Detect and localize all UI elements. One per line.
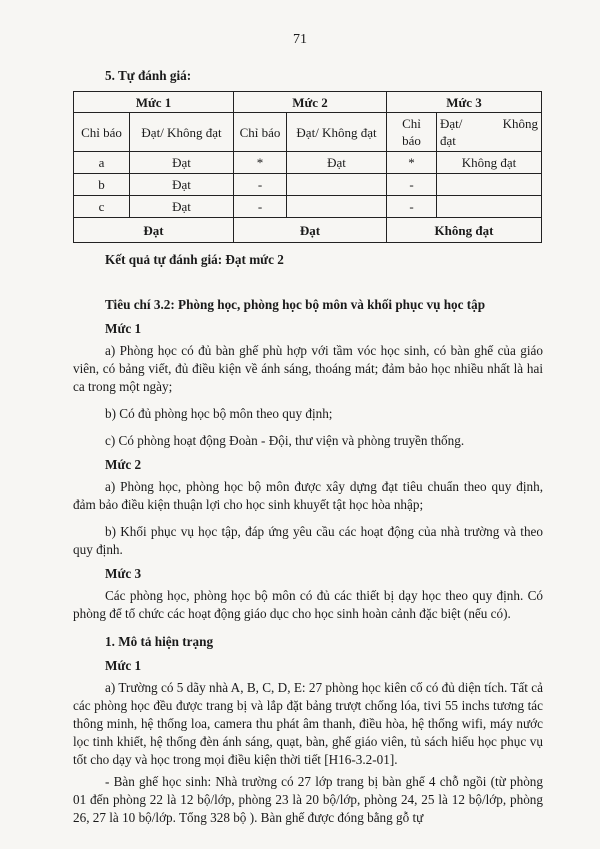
level-2-title: Mức 2 xyxy=(105,457,142,472)
document-body xyxy=(73,65,543,827)
indicator-cell: b xyxy=(74,174,130,196)
indicator-header: Chỉ báo xyxy=(387,113,437,152)
level-1-cell: Đạt xyxy=(130,174,234,196)
level-3-cell xyxy=(437,196,542,218)
assessment-result: Kết quả tự đánh giá: Đạt mức 2 xyxy=(105,252,284,267)
pass-fail-header xyxy=(437,113,542,152)
pass-fail-header: Đạt/ Không đạt xyxy=(287,113,387,152)
level-2-cell: Đạt xyxy=(287,152,387,174)
level-2-item-a: a) Phòng học, phòng học bộ môn được xây dựng đạt tiêu chuẩn theo quy định, đảm bảo điều kiện thuận lợi cho học sinh khuyết tật học hòa nhập; xyxy=(73,479,543,512)
level-2-cell xyxy=(287,174,387,196)
assessment-table xyxy=(73,91,542,243)
table-row xyxy=(74,152,542,174)
level-1-cell: Đạt xyxy=(130,152,234,174)
pass-fail-header: Đạt/ Không đạt xyxy=(130,113,234,152)
indicator-cell: c xyxy=(74,196,130,218)
pass-fail-header-part: Đạt/ xyxy=(440,116,463,131)
level-3-indicator-cell: * xyxy=(387,152,437,174)
table-row xyxy=(74,196,542,218)
level-2-indicator-cell: - xyxy=(234,174,287,196)
level-2-indicator-cell: - xyxy=(234,196,287,218)
level-3-cell xyxy=(437,174,542,196)
level-1-total: Đạt xyxy=(74,218,234,243)
level-3-title: Mức 3 xyxy=(105,566,142,581)
level-2-header: Mức 2 xyxy=(234,92,387,113)
description-title: 1. Mô tả hiện trạng xyxy=(105,634,214,649)
level-1-cell: Đạt xyxy=(130,196,234,218)
table-subheader-row xyxy=(74,113,542,152)
level-3-cell: Không đạt xyxy=(437,152,542,174)
level-1-title: Mức 1 xyxy=(105,321,142,336)
pass-fail-header-part: Không xyxy=(502,116,538,131)
description-level-title: Mức 1 xyxy=(105,658,142,673)
page-number: 71 xyxy=(293,32,307,47)
level-3-text: Các phòng học, phòng học bộ môn có đủ các thiết bị dạy học theo quy định. Có phòng để tổ chức các hoạt động giáo dục cho học sinh hoàn cảnh đặc biệt (nếu có). xyxy=(73,588,543,621)
table-level-header-row xyxy=(74,92,542,113)
level-2-cell xyxy=(287,196,387,218)
indicator-header: Chỉ báo xyxy=(234,113,287,152)
level-3-header: Mức 3 xyxy=(387,92,542,113)
level-3-indicator-cell: - xyxy=(387,174,437,196)
indicator-header: Chỉ báo xyxy=(74,113,130,152)
pass-fail-header-part: đạt xyxy=(440,133,456,148)
level-1-item-c: c) Có phòng hoạt động Đoàn - Đội, thư viện và phòng truyền thống. xyxy=(105,433,465,448)
level-2-total: Đạt xyxy=(234,218,387,243)
level-1-item-a: a) Phòng học có đủ bàn ghế phù hợp với tầm vóc học sinh, có bàn ghế của giáo viên, có bảng viết, đủ điều kiện về ánh sáng, thoáng mát; đảm bảo học nhiều nhất là hai ca trong một ngày; xyxy=(73,343,543,394)
level-2-item-b: b) Khối phục vụ học tập, đáp ứng yêu cầu các hoạt động của nhà trường và theo quy định. xyxy=(73,524,543,557)
criterion-title: Tiêu chí 3.2: Phòng học, phòng học bộ môn và khối phục vụ học tập xyxy=(105,297,486,312)
description-paragraph-1: a) Trường có 5 dãy nhà A, B, C, D, E: 27 phòng học kiên cố có đủ diện tích. Tất cả các phòng học đều được trang bị và lắp đặt bảng trượt chống lóa, tivi 55 inchs tương tác thông minh, hệ thống loa, camera thu phát âm thanh, điều hòa, hệ thống wifi, máy nước lọc tinh khiết, hệ thống đèn ánh sáng, quạt, bàn, ghế giáo viên, tủ sách hiếu học phục vụ tốt cho dạy và học trong mọi điều kiện thời tiết [H16-3.2-01]. xyxy=(73,680,543,767)
level-2-indicator-cell: * xyxy=(234,152,287,174)
level-1-item-b: b) Có đủ phòng học bộ môn theo quy định; xyxy=(105,406,333,421)
table-row xyxy=(74,174,542,196)
description-paragraph-2: - Bàn ghế học sinh: Nhà trường có 27 lớp trang bị bàn ghế 4 chỗ ngồi (từ phòng 01 đến phòng 22 là 12 bộ/lớp, phòng 23 là 20 bộ/lớp, phòng 24, 25 là 12 bộ/lớp, phòng 26, 27 là 10 bộ/lớp. Tổng 328 bộ ). Bàn ghế được đóng bằng gỗ tự xyxy=(73,774,543,825)
level-3-total: Không đạt xyxy=(387,218,542,243)
indicator-cell: a xyxy=(74,152,130,174)
self-assessment-title: 5. Tự đánh giá: xyxy=(105,68,192,83)
table-total-row xyxy=(74,218,542,243)
level-1-header: Mức 1 xyxy=(74,92,234,113)
level-3-indicator-cell: - xyxy=(387,196,437,218)
